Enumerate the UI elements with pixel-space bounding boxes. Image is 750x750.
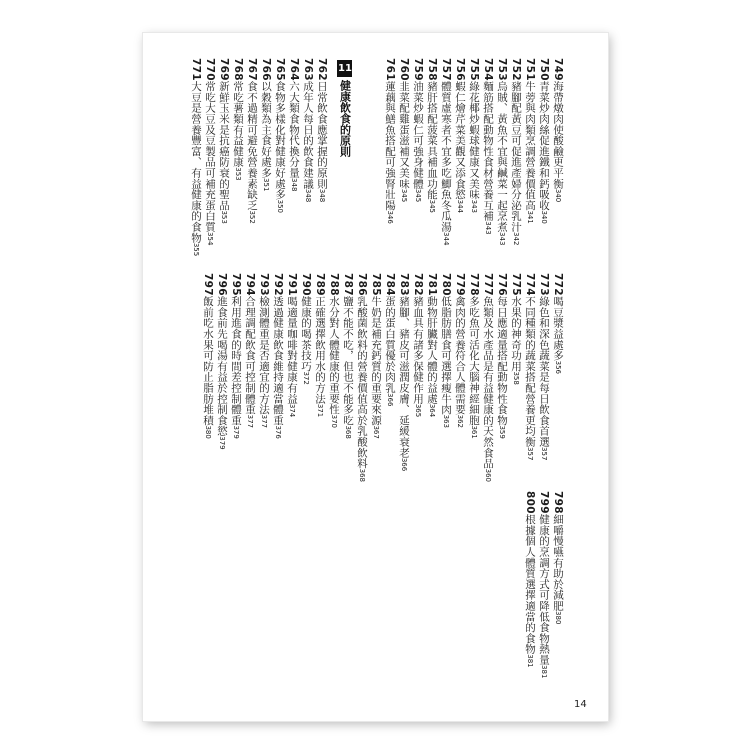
toc-entry: 798細嚼慢嚥有助於減肥380 (552, 491, 564, 625)
toc-entry: 772喝豆漿益處多356 (552, 273, 564, 375)
toc-entry: 761蓮藕與鱔魚搭配可強腎壯陽346 (384, 58, 396, 224)
toc-entry: 773綠色和深色蔬菜是每日飲食首選357 (538, 273, 550, 461)
toc-entry: 799健康的烹調方式可降低食物熱量381 (538, 491, 550, 679)
toc-entry: 793檢測體重是否適宜的方法377 (258, 273, 270, 429)
toc-entry: 791喝適量咖啡對健康有益374 (286, 273, 298, 418)
toc-entry: 795利用進食的時間差控制體重379 (230, 273, 242, 439)
toc-entry: 794合理調配飲食可控制體重377 (244, 273, 256, 429)
toc-entry: 792透過健康飲食維持適當體重376 (272, 273, 284, 439)
toc-entry: 758豬肝搭配菠菜具補血功能345 (426, 58, 438, 214)
toc-entry: 789正確選擇飲用水的方法371 (314, 273, 326, 418)
toc-entry: 767食不過精可避免營養素缺乏352 (246, 58, 258, 224)
toc-entry: 778多吃魚可活化大腦神經細胞361 (468, 273, 480, 439)
section-title: 健康飲食的原則 (338, 80, 352, 157)
toc-entry: 780低脂肪膳食可選擇瘦牛肉363 (440, 273, 452, 429)
toc-entry: 754麵筋搭配動物性食材營養互補343 (482, 58, 494, 235)
toc-entry: 786乳酸菌飲料的營養價值高於乳酸飲料368 (356, 273, 368, 483)
toc-entry: 756蝦仁燴芹菜美觀又添食慾344 (454, 58, 466, 214)
section-number-badge: 11 (337, 60, 352, 77)
toc-entry: 760韭菜配雞蛋滋補又美味345 (398, 58, 410, 203)
toc-entry: 774不同種類的蔬菜搭配營養更均衡357 (524, 273, 536, 461)
toc-entry: 785牛奶是補充鈣質的重要來源367 (370, 273, 382, 439)
toc-entry: 757體質虛寒者不宜多吃鯽魚冬瓜湯344 (440, 58, 452, 246)
toc-entry: 790健康的喝茶技巧372 (300, 273, 312, 385)
toc-entry: 768常吃薯類有益健康353 (232, 58, 244, 181)
toc-entry: 766以穀類為主食好處多351 (260, 58, 272, 192)
toc-entry: 788水分對人體健康的重要性370 (328, 273, 340, 429)
toc-entry: 750青菜炒肉絲促進鐵和鈣吸收340 (538, 58, 550, 224)
toc-entry: 782豬血具有諸多保健作用365 (412, 273, 424, 418)
toc-entry: 771大豆是營養豐富、有益健康的食物355 (190, 58, 202, 257)
toc-entry: 751牛蒡與肉類烹調營養價值高341 (524, 58, 536, 224)
toc-entry: 765食物多樣化對健康好處多350 (274, 58, 286, 214)
toc-entry: 781動物肝臟對人體的益處364 (426, 273, 438, 418)
toc-entry: 749海帶燉肉使酸鹼更平衡340 (552, 58, 564, 203)
toc-entry: 776每日應適量搭配動物性食物359 (496, 273, 508, 439)
toc-entry: 770常吃大豆及豆製品可補充蛋白質354 (204, 58, 216, 246)
toc-entry: 762日常飲食應掌握的原則348 (316, 58, 328, 203)
toc-entry: 777魚類及水產品是有益健康的天然食品360 (482, 273, 494, 483)
toc-entry: 764六大類食物代換分量348 (288, 58, 300, 192)
toc-entry: 783豬腳、豬皮可滋潤皮膚、延緩衰老366 (398, 273, 410, 472)
toc-entry: 800根據個人體質選擇適當的食物381 (524, 491, 536, 668)
toc-entry: 763成年人每日的飲食建議348 (302, 58, 314, 203)
toc-entry: 755綠花椰炒蝦球健康又美味343 (468, 58, 480, 214)
toc-entry: 752豬腳配黃豆可促進產婦分泌乳汁342 (510, 58, 522, 246)
toc-entry: 797飯前吃水果可防止脂肪堆積380 (202, 273, 214, 439)
section-heading (337, 60, 352, 157)
page-number: 14 (574, 699, 587, 710)
toc-entry: 759油菜炒蝦仁可強身健體345 (412, 58, 424, 203)
toc-entry: 753烏賊、黃魚不宜與鹹菜一起烹煮343 (496, 58, 508, 246)
toc-entry: 796進食前先喝湯有益於控制食慾379 (216, 273, 228, 450)
toc-entry: 779禽肉的營養符合人體需要362 (454, 273, 466, 429)
toc-entry: 784蛋的蛋白質優於肉乳366 (384, 273, 396, 407)
toc-entry: 787鹽不能不吃，但也不能多吃368 (342, 273, 354, 439)
book-page (143, 33, 608, 721)
toc-entry: 775水果的神奇功用358 (510, 273, 522, 385)
toc-entry: 769新鮮玉米是抗癌防衰的聖品353 (218, 58, 230, 224)
